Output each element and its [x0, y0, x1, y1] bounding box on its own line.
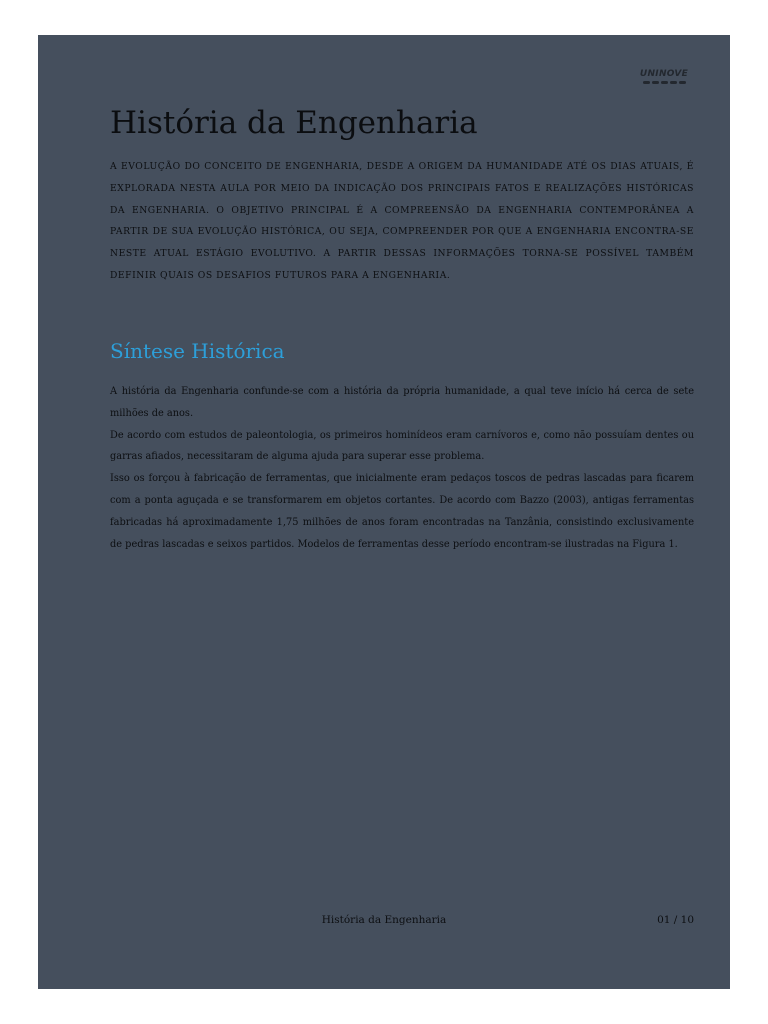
- document-page: [38, 35, 730, 989]
- page-number: 01 / 10: [657, 914, 694, 926]
- section-body: [110, 381, 694, 555]
- body-paragraph-2: De acordo com estudos de paleontologia, os primeiros hominídeos eram carnívoros e, como não possuíam dentes ou garras afiados, necessitaram de alguma ajuda para superar esse problema.: [110, 429, 694, 463]
- footer-title: História da Engenharia: [321, 914, 447, 926]
- logo-dots-icon: [638, 81, 690, 84]
- page-title: História da Engenharia: [110, 105, 478, 141]
- uninove-logo: [638, 69, 690, 84]
- section-title: Síntese Histórica: [110, 339, 285, 363]
- logo-text: UNINOVE: [639, 69, 689, 79]
- body-paragraph-1: A história da Engenharia confunde-se com a história da própria humanidade, a qual teve início há cerca de sete milhões de anos.: [110, 386, 694, 419]
- intro-paragraph: A EVOLUÇÃO DO CONCEITO DE ENGENHARIA, DESDE A ORIGEM DA HUMANIDADE ATÉ OS DIAS ATUAIS, É EXPLORADA NESTA AULA POR MEIO DA INDICAÇÃO DOS PRINCIPAIS FATOS E REALIZAÇÕES HISTÓRICAS DA ENGENHARIA. O OBJETIVO PRINCIPAL É A COMPREENSÃO DA ENGENHARIA CONTEMPORÂNEA A PARTIR DE SUA EVOLUÇÃO HISTÓRICA, OU SEJA, COMPREENDER POR QUE A ENGENHARIA ENCONTRA-SE NESTE ATUAL ESTÁGIO EVOLUTIVO. A PARTIR DESSAS INFORMAÇÕES TORNA-SE POSSÍVEL TAMBÉM DEFINIR QUAIS OS DESAFIOS FUTUROS PARA A ENGENHARIA.: [110, 161, 694, 281]
- body-paragraph-3: Isso os forçou à fabricação de ferramentas, que inicialmente eram pedaços toscos de pedras lascadas para ficarem com a ponta aguçada e se transformarem em objetos cortantes. De acordo com Bazzo (2003), antigas ferramentas fabricadas há aproximadamente 1,75 milhões de anos foram encontradas na Tanzânia, consistindo exclusivamente de pedras lascadas e seixos partidos. Modelos de ferramentas desse período encontram-se ilustradas na Figura 1.: [110, 473, 694, 550]
